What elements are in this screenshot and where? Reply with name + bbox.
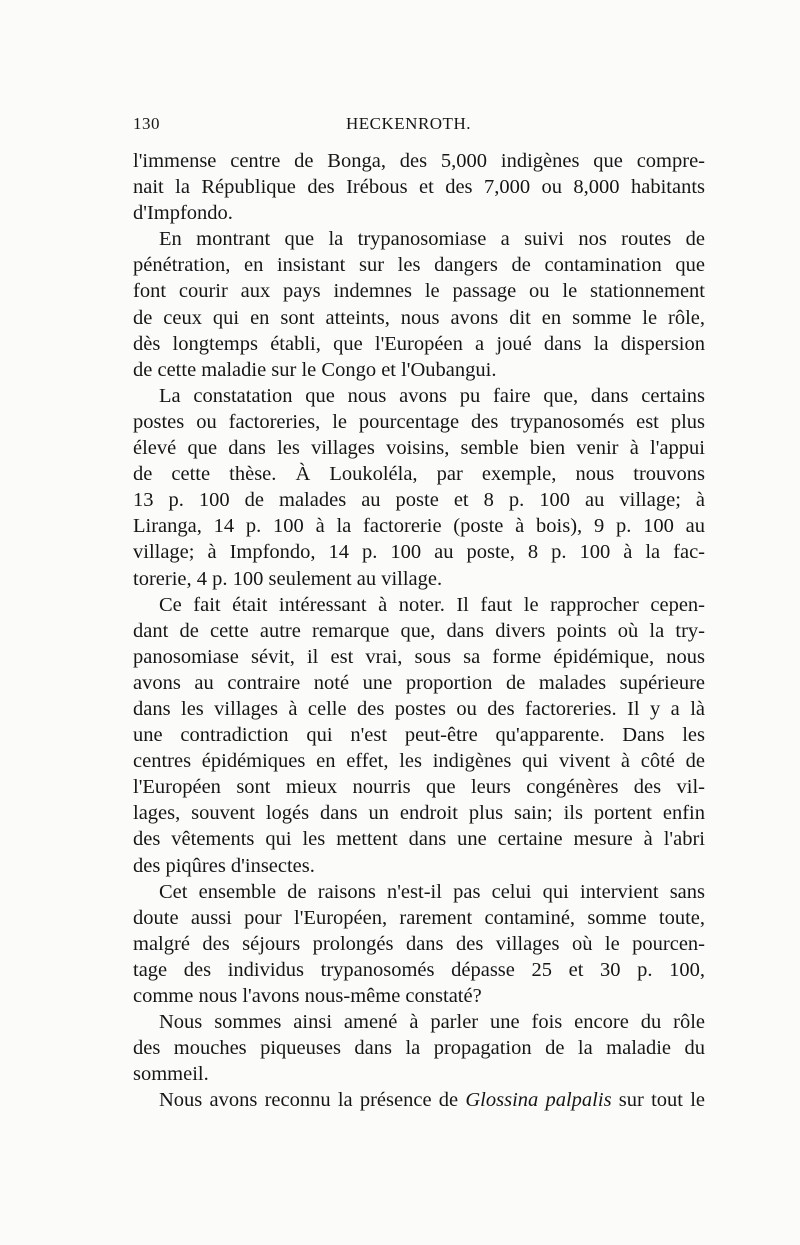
text-line: Ce fait était intéressant à noter. Il faut le rapprocher cepen- [159, 593, 705, 616]
text-line: dant de cette autre remarque que, dans divers points où la try- [133, 619, 705, 642]
text-line: malgré des séjours prolongés dans des villages où le pourcen- [133, 932, 705, 955]
text-line: dès longtemps établi, que l'Européen a joué dans la dispersion [133, 332, 705, 355]
text-line: dans les villages à celle des postes ou des factoreries. Il y a là [133, 697, 705, 720]
text-line: une contradiction qui n'est peut-être qu'apparente. Dans les [133, 724, 705, 747]
text-line: 13 p. 100 de malades au poste et 8 p. 100 au village; à [133, 489, 705, 512]
text-line: l'immense centre de Bonga, des 5,000 indigènes que compre- [133, 150, 705, 172]
text-line: doute aussi pour l'Européen, rarement contaminé, somme toute, [133, 906, 705, 929]
text-line: La constatation que nous avons pu faire que, dans certains [159, 384, 705, 407]
text-line: de cette thèse. À Loukoléla, par exemple, nous trouvons [133, 463, 705, 486]
text-segment: Nous avons reconnu la présence de [159, 1089, 466, 1112]
text-line: tage des individus trypanosomés dépasse 25 et 30 p. 100, [133, 958, 705, 981]
text-line: postes ou factoreries, le pourcentage des trypanosomés est plus [133, 410, 705, 433]
text-line: torerie, 4 p. 100 seulement au village. [133, 567, 443, 590]
text-line: des mouches piqueuses dans la propagation de la maladie du [133, 1037, 705, 1060]
text-line: de cette maladie sur le Congo et l'Oubangui. [133, 358, 497, 381]
text-line: centres épidémiques en effet, les indigènes qui vivent à côté de [133, 750, 705, 773]
species-name: Glossina palpalis [465, 1089, 612, 1112]
running-head: HECKENROTH. [346, 114, 471, 133]
text-line: élevé que dans les villages voisins, semble bien venir à l'appui [133, 437, 705, 460]
page-number: 130 [133, 114, 160, 133]
text-segment: sur tout le [611, 1089, 705, 1112]
text-line: font courir aux pays indemnes le passage ou le stationnement [133, 280, 705, 303]
page-header [133, 114, 693, 146]
text-line: Liranga, 14 p. 100 à la factorerie (poste à bois), 9 p. 100 au [133, 515, 705, 538]
text-line [133, 1087, 705, 1113]
text-line: comme nous l'avons nous-même constaté? [133, 985, 482, 1007]
text-line: Cet ensemble de raisons n'est-il pas celui qui intervient sans [159, 880, 705, 903]
text-line: panosomiase sévit, il est vrai, sous sa forme épidémique, nous [133, 645, 705, 668]
text-line: pénétration, en insistant sur les dangers de contamination que [133, 254, 705, 277]
text-line: des piqûres d'insectes. [133, 854, 315, 877]
text-line: En montrant que la trypanosomiase a suivi nos routes de [159, 228, 705, 251]
text-line: sommeil. [133, 1063, 209, 1086]
text-line: Nous sommes ainsi amené à parler une fois encore du rôle [159, 1011, 705, 1034]
text-line: d'Impfondo. [133, 202, 233, 225]
text-line: l'Européen sont mieux nourris que leurs congénères des vil- [133, 776, 705, 799]
text-line: de ceux qui en sont atteints, nous avons dit en somme le rôle, [133, 306, 705, 329]
text-line: nait la République des Irébous et des 7,000 ou 8,000 habitants [133, 176, 705, 199]
text-line: avons au contraire noté une proportion de malades supérieure [133, 671, 705, 694]
body-text [133, 148, 705, 1113]
text-line: village; à Impfondo, 14 p. 100 au poste, 8 p. 100 à la fac- [133, 541, 705, 564]
text-line: lages, souvent logés dans un endroit plus sain; ils portent enfin [133, 802, 705, 825]
text-line: des vêtements qui les mettent dans une certaine mesure à l'abri [133, 828, 705, 851]
